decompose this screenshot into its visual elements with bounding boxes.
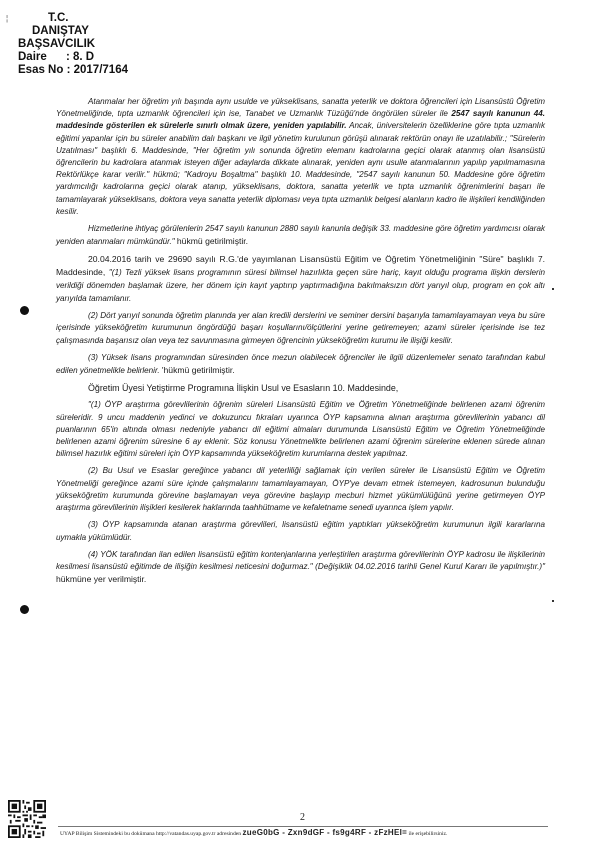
p5-text-a: (3) Yüksek lisans programından süresinden önce mezun olabilecek öğrenciler ile ilgili düzenlemeler senato tarafından kabul edilen yönetmelikle belirlenir. bbox=[56, 352, 545, 376]
p1-text-bold: 2547 sayılı kanunun 44. maddesinde gösterilen ek sürelerle sınırlı olmak üzere, yeniden yapılabilir. bbox=[56, 109, 545, 131]
header-esas bbox=[18, 64, 128, 77]
p1-text-d: "Sürelerin Uzatılması" başlıklı 6. Maddesinde, "Her öğretim yılı sonunda öğretim elemanı kadrolarına geçici olarak atanmış olan lisansüstü öğrencilerin bu kadrolara atanmak isteyen diğer adaylarda dikkate alınarak, yeniden aynı usulle atanmalarının yapılıp yapılmamasına Rektörlükçe karar verilir." hükmü; "Kadroyu Boşaltma" başlıklı 10. Maddesinde, "2547 sayılı kanunun 50. Maddesine göre öğretim yardımcılığı kadrolarına geçici olarak atanıp, yükseklisans, doktora, sanatta yeterlik ve tıpta uzmanlık öğrenimlerini başarı ile tamamlayarak yükseklisans, doktora veya sanatta yeterlik diploması veya tıpta uzmanlık belgesi alanların kadro ile ilişkileri kendiliğinden kesilir. bbox=[56, 133, 545, 216]
scan-speck bbox=[552, 600, 554, 602]
header-tc: T.C. bbox=[48, 12, 69, 24]
document-body bbox=[56, 96, 545, 591]
esas-label: Esas No : bbox=[18, 64, 71, 76]
paragraph-9: (3) ÖYP kapsamında atanan araştırma görevlileri, lisansüstü eğitim yaptıkları yükseköğretim kurumunun ilgili kararlarına uymakla yükümlüdür. bbox=[56, 520, 545, 542]
paragraph-4: (2) Dört yarıyıl sonunda öğretim planında yer alan kredili derslerini ve seminer dersini başarıyla tamamlayamayan veya bu süre içerisinde yükseköğretim kurumunun öngördüğü başarı koşullarını/ölçütlerini yerine getiremeyen; azami süreler içerisinde ise tez çalışmasında başarısız olan veya tez savunmasına girmeyen öğrencinin yükseköğretim kurumu ile ilişiği kesilir. bbox=[56, 311, 545, 345]
footer-text: UYAP Bilişim Sistemindeki bu dokümana http://vatandas.uyap.gov.tr adresinden bbox=[60, 831, 242, 837]
header-daire bbox=[18, 51, 128, 64]
punch-hole-bottom bbox=[20, 605, 29, 614]
footer-uyap bbox=[60, 829, 600, 838]
daire-label: Daire bbox=[18, 51, 47, 63]
esas-value: 2017/7164 bbox=[73, 64, 128, 76]
footer-verification-code: zueG0bG - Zxn9dGF - fs9g4RF - zFzHEI= bbox=[242, 828, 408, 837]
margin-mark: ¦ bbox=[6, 14, 9, 23]
header-bassavcilik: BAŞSAVCILIK bbox=[18, 38, 96, 50]
document-header bbox=[18, 12, 128, 77]
paragraph-6: Öğretim Üyesi Yetiştirme Programına İlişkin Usul ve Esasların 10. Maddesinde, bbox=[88, 383, 399, 394]
daire-value: : 8. D bbox=[65, 51, 95, 63]
scan-speck bbox=[552, 288, 554, 290]
paragraph-7: "(1) ÖYP araştırma görevlilerinin öğrenim süreleri Lisansüstü Eğitim ve Öğretim Yönetmeliğinde belirlenen azami öğrenim süreleridir. 9 uncu maddenin yedinci ve dokuzuncu fıkraları uyarınca ÖYP kapsamına alınan araştırma görevlilerinin yabancı dil puanlarının 65'in altında olması nedeniyle yabancı dil eğitimi almaları durumunda Lisansüstü Eğitim ve Öğretim Yönetmeliğinde belirlenen azami öğrenim süresine 6 ay eklenir. Söz konusu Yönetmelikte belirlenen azami öğrenim sürelerine eklenen sürede alınan bilimsel hazırlık eğitimi süreleri için ÖYP kapsamında yükseköğretim kurumlarına destek yapılmaz. bbox=[56, 400, 545, 459]
p3-text-b: "(1) Tezli yüksek lisans programının süresi bilimsel hazırlıkta geçen süre hariç, kayıt olduğu programa ilişkin derslerin verildiği dönemden başlamak üzere, her dönem için kayıt yaptırıp yaptırmadığına bakılmaksızın dört yarıyıl olup, program en çok altı yarıyılda tamamlanır. bbox=[56, 267, 546, 304]
paragraph-3 bbox=[56, 253, 545, 305]
p5-text-b: 'hükmü getirilmiştir. bbox=[161, 365, 235, 376]
p2-text-b: hükmü getirilmiştir. bbox=[176, 236, 249, 247]
qr-code-icon bbox=[8, 800, 46, 838]
page-number: 2 bbox=[300, 812, 305, 823]
p1-text-c: Ancak, üniversitelerin özelliklerine göre tıpta uzmanlık eğitimi yapanlar için bu süreler anabilim dalı başkanı ve ilgil yönetim kurulunun görüşü alınarak rektörün onayı ile uzatılabilir.; bbox=[56, 121, 546, 143]
footer-rule bbox=[58, 826, 548, 827]
p10-text-a: (4) YÖK tarafından ilan edilen lisansüstü eğitim kontenjanlarına yerleştirilen araştırma görevlilerinin ÖYP kadrosu ile ilişkilerinin kesilmesi lisansüstü eğitimde de ilişiğin kesilmesi neticesini doğurmaz." (Değişiklik 04.02.2016 tarihli Genel Kurul Kararı ile yapılmıştır.)" bbox=[56, 549, 545, 571]
header-danistay: DANIŞTAY bbox=[32, 25, 89, 37]
footer-suffix: ile erişebilirsiniz. bbox=[408, 831, 448, 837]
paragraph-1 bbox=[56, 96, 545, 218]
paragraph-10 bbox=[56, 549, 545, 587]
p1-text-a: Atanmalar her öğretim yılı başında aynı usulde ve yükseklisans, sanatta yeterlik ve doktora öğrencileri için Lisansüstü Öğretim Yönetmeliğinde, tıpta uzmanlık öğrencileri için ise, Tanabet ve Uzmanlık Tüzüğü'nde öngörülen süreler ile bbox=[56, 97, 545, 119]
paragraph-8: (2) Bu Usul ve Esaslar gereğince yabancı dil yeterliliği sağlamak için verilen süreler ile Lisansüstü Eğitim ve Öğretim Yönetmeliği gereğince azami süre içinde çalışmalarını tamamlayamayan, ÖYP'ye devam etmek istemeyen, kadrosunun bulunduğu yükseköğretim kurumunda görevine başlamayan veya görevine başlayıp mecburi hizmet yükümlülüğünü yerine getirmeyen ÖYP araştırma görevlilerinin ilişikleri kesilerek haklarında taahhütname ve kefaletname senedi uyarınca işlem yapılır. bbox=[56, 466, 545, 513]
paragraph-5 bbox=[56, 352, 545, 377]
p2-text-a: Hizmetlerine ihtiyaç görülenlerin 2547 sayılı kanunun 2880 sayılı kanunla değişik 33. maddesine göre öğretim yardımcısı olarak yeniden atanmaları mümkündür." bbox=[56, 224, 545, 247]
p10-text-b: hükmüne yer verilmiştir. bbox=[56, 574, 147, 585]
punch-hole-top bbox=[20, 306, 29, 315]
paragraph-2 bbox=[56, 223, 545, 248]
p3-text-a: 20.04.2016 tarih ve 29690 sayılı R.G.'de yayımlanan Lisansüstü Eğitim ve Öğretim Yönetmeliğinin "Süre" başlıklı 7. Maddesinde, bbox=[56, 254, 545, 277]
